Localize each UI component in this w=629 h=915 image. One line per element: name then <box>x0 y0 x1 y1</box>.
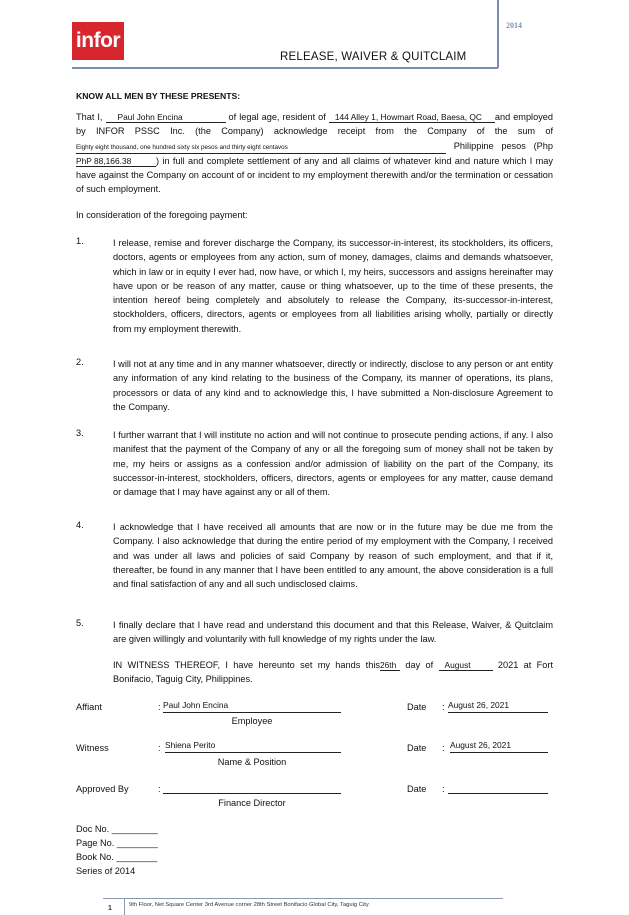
document-title: RELEASE, WAIVER & QUITCLAIM <box>280 51 467 63</box>
item-number: 3. <box>76 428 84 438</box>
address-field: 144 Alley 1, Howmart Road, Baesa, QC <box>329 112 495 123</box>
affiant-colon: : <box>158 702 161 712</box>
approved-date-field <box>448 780 548 794</box>
notary-series: Series of 2014 <box>76 866 136 876</box>
page-number: 1 <box>108 905 112 912</box>
approved-colon: : <box>158 784 161 794</box>
witness-date-colon: : <box>442 743 445 753</box>
item-number: 2. <box>76 357 84 367</box>
amount-words-field: Eighty eight thousand, one hundred sixty six pesos and thirty eight centavos <box>76 143 446 154</box>
item-text: I will not at any time and in any manner whatsoever, directly or indirectly, disclose to any person or ant entity any information of any kind relating to the business of the Company, its manner of operations, its plans, processors or data of any kind and to acknowledge this, I have submitted a Non-disclosure Agreement to the Company. <box>113 359 553 412</box>
witness-date-field: August 26, 2021 <box>450 739 548 753</box>
witness-clause: IN WITNESS THEREOF, I have hereunto set my hands this26th day of August 2021 at Fort Bonifacio, Taguig City, Philippines. <box>113 660 554 685</box>
amount-figure-field: PhP 88,166.38 <box>76 156 156 167</box>
item-number: 1. <box>76 236 84 246</box>
approved-label: Approved By <box>76 784 129 794</box>
approved-caption: Finance Director <box>218 798 286 808</box>
affiant-signature-line: Paul John Encina <box>163 699 341 713</box>
witness-caption: Name & Position <box>217 757 287 767</box>
notary-doc-no: Doc No. _________ <box>76 824 158 834</box>
affiant-name-field: Paul John Encina <box>106 112 226 123</box>
intro-heading: KNOW ALL MEN BY THESE PRESENTS: <box>76 91 241 101</box>
witness-month-field: August <box>439 660 493 671</box>
affiant-date-colon: : <box>442 702 445 712</box>
notary-book-no: Book No. ________ <box>76 852 158 862</box>
notary-page-no: Page No. ________ <box>76 838 158 848</box>
approved-signature-line <box>163 780 341 794</box>
infor-logo: infor <box>72 22 124 60</box>
footer-address: 9th Floor, Net Square Center 3rd Avenue corner 28th Street Bonifacio Global City, Taguig City <box>129 902 369 908</box>
footer-divider <box>103 898 503 899</box>
approved-date-label: Date <box>407 784 427 794</box>
header-divider-horizontal <box>72 67 498 69</box>
item-text: I further warrant that I will institute no action and will not continue to prosecute pending actions, if any. I also manifest that the payment of the Company of any or all the foregoing sum of money shall not be taken by me, my heirs or assigns as a confession and/or admission of liability on the part of the Company, its successor-in-interest, stockholders, officers, directors, agents or employees for any matter, cause demand or damage that I may have against any or all of them. <box>113 430 553 498</box>
witness-date-label: Date <box>407 743 427 753</box>
approved-date-colon: : <box>442 784 445 794</box>
intro-paragraph: That I, Paul John Encina of legal age, resident of 144 Alley 1, Howmart Road, Baesa, QC and employed by INFOR PSSC Inc. (the Company) acknowledge receipt from the Company of the sum of Eighty eight thousand, one hundred sixty six pesos and thirty eight centavos Philippine pesos (PhpPhP 88,166.38 ) in full and complete settlement of any and all claims of whatever kind and nature which I may have against the Company on account of or incident to my employment therewith and/or the termination or cessation of such employment. <box>76 112 554 195</box>
affiant-label: Affiant <box>76 702 102 712</box>
witness-label: Witness <box>76 743 109 753</box>
witness-colon: : <box>158 743 161 753</box>
item-number: 4. <box>76 520 84 530</box>
item-text: I finally declare that I have read and understand this document and that this Release, Waiver, & Quitclaim are given willingly and voluntarily with full knowledge of my rights under the law. <box>113 620 553 645</box>
item-number: 5. <box>76 618 84 628</box>
witness-day-field: 26th <box>380 660 400 671</box>
affiant-date-label: Date <box>407 702 427 712</box>
witness-signature-line: Shiena Perito <box>165 739 341 753</box>
footer-divider-vertical <box>124 899 125 915</box>
header-divider-vertical <box>497 0 499 68</box>
item-text: I release, remise and forever discharge the Company, its successor-in-interest, its stockholders, its officers, doctors, agents or employees from any action, sum of money, damages, claims and demands whatsoever, which in law or in equity I ever had, now have, or which I, my heirs, successors and assigns hereinafter may have upon or be reason of any matter, cause or thing whatsoever, up to the time of these presents, the intention hereof being completely and absolutely to release the Company, its-successor-in-interest, stockholders, officers, directors, agents or employees from all liabilities arising wholly, partially or directly from my employment therewith. <box>113 238 553 334</box>
header-year: 2014 <box>506 21 522 30</box>
affiant-date-field: August 26, 2021 <box>448 699 548 713</box>
consideration-text: In consideration of the foregoing payment: <box>76 210 248 220</box>
item-text: I acknowledge that I have received all amounts that are now or in the future may be due me from the Company. I also acknowledge that during the entire period of my employment with the Company, I received and was under all laws and policies of said Company by reason of such employment, and that if it, thereafter, be found in any manner that I have been entitled to any amount, the above consideration is a full and final satisfaction of any and all such undisclosed claims. <box>113 522 553 590</box>
affiant-caption: Employee <box>231 716 273 726</box>
